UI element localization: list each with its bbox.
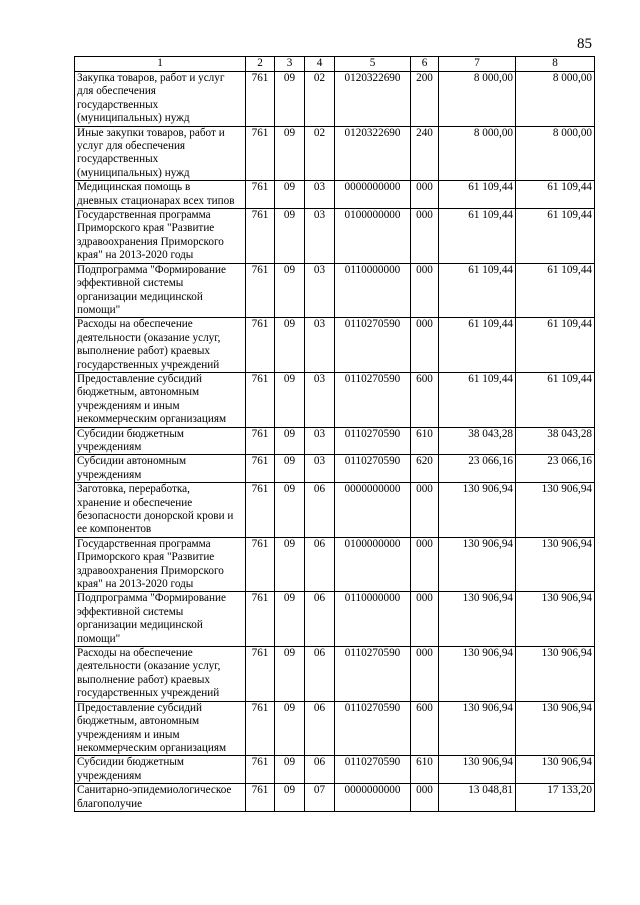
table-row: [75, 483, 595, 538]
code-cell: 09: [275, 784, 305, 812]
code-cell: 09: [275, 181, 305, 209]
row-label-text: Медицинская помощь в дневных стационарах всех типов: [77, 181, 235, 207]
code-cell: 000: [411, 181, 439, 209]
code-cell: 06: [305, 483, 335, 538]
amount-cell: 130 906,94: [516, 483, 595, 538]
amount-cell: 130 906,94: [439, 592, 516, 647]
code-cell: 761: [246, 126, 275, 181]
amount-cell: 61 109,44: [516, 372, 595, 427]
table-row: [75, 372, 595, 427]
row-label-text: Подпрограмма "Формирование эффективной системы организации медицинской помощи": [77, 263, 226, 316]
code-cell: 09: [275, 592, 305, 647]
table-row: [75, 318, 595, 373]
amount-cell: 61 109,44: [439, 209, 516, 264]
code-cell: 06: [305, 592, 335, 647]
amount-cell: 130 906,94: [516, 756, 595, 784]
row-label: [75, 592, 246, 647]
row-label-text: Предоставление субсидий бюджетным, автономным учреждениям и иным некоммерческим организациям: [77, 372, 227, 426]
code-cell: 610: [411, 756, 439, 784]
amount-cell: 38 043,28: [439, 427, 516, 455]
column-header: 1: [75, 57, 246, 72]
row-label-text: Расходы на обеспечение деятельности (оказание услуг, выполнение работ) краевых государственных учреждений: [77, 647, 221, 700]
row-label: [75, 537, 246, 592]
code-cell: 09: [275, 537, 305, 592]
code-cell: 000: [411, 483, 439, 538]
code-cell: 09: [275, 647, 305, 702]
column-header: 4: [305, 57, 335, 72]
table-row: [75, 209, 595, 264]
code-cell: 600: [411, 701, 439, 756]
row-label-text: Расходы на обеспечение деятельности (оказание услуг, выполнение работ) краевых государственных учреждений: [77, 318, 221, 371]
table-body: [75, 72, 595, 812]
amount-cell: 130 906,94: [439, 537, 516, 592]
code-cell: 03: [305, 181, 335, 209]
table-row: [75, 126, 595, 181]
code-cell: 620: [411, 455, 439, 483]
amount-cell: 61 109,44: [516, 181, 595, 209]
table-row: [75, 647, 595, 702]
code-cell: 03: [305, 263, 335, 318]
table-row: [75, 263, 595, 318]
code-cell: 240: [411, 126, 439, 181]
row-label-text: Государственная программа Приморского края "Развитие здравоохранения Приморского края" на 2013-2020 годы: [77, 537, 224, 591]
code-cell: 03: [305, 318, 335, 373]
code-cell: 761: [246, 181, 275, 209]
code-cell: 761: [246, 537, 275, 592]
code-cell: 0110270590: [335, 455, 411, 483]
code-cell: 0110270590: [335, 318, 411, 373]
code-cell: 000: [411, 592, 439, 647]
code-cell: 06: [305, 756, 335, 784]
amount-cell: 8 000,00: [439, 72, 516, 127]
code-cell: 0120322690: [335, 72, 411, 127]
column-header: 2: [246, 57, 275, 72]
row-label: [75, 209, 246, 264]
code-cell: 03: [305, 209, 335, 264]
code-cell: 761: [246, 318, 275, 373]
row-label-text: Заготовка, переработка, хранение и обеспечение безопасности донорской крови и ее компонентов: [77, 483, 234, 536]
row-label-text: Подпрограмма "Формирование эффективной системы организации медицинской помощи": [77, 592, 226, 645]
code-cell: 600: [411, 372, 439, 427]
code-cell: 03: [305, 455, 335, 483]
code-cell: 07: [305, 784, 335, 812]
code-cell: 03: [305, 427, 335, 455]
table-row: [75, 181, 595, 209]
row-label: [75, 372, 246, 427]
amount-cell: 61 109,44: [439, 263, 516, 318]
code-cell: 06: [305, 701, 335, 756]
row-label-text: Субсидии бюджетным учреждениям: [77, 427, 184, 453]
amount-cell: 13 048,81: [439, 784, 516, 812]
amount-cell: 130 906,94: [516, 592, 595, 647]
row-label-text: Субсидии бюджетным учреждениям: [77, 756, 184, 782]
code-cell: 09: [275, 126, 305, 181]
code-cell: 000: [411, 784, 439, 812]
amount-cell: 23 066,16: [439, 455, 516, 483]
code-cell: 000: [411, 647, 439, 702]
code-cell: 0000000000: [335, 181, 411, 209]
code-cell: 09: [275, 427, 305, 455]
table-row: [75, 537, 595, 592]
code-cell: 761: [246, 372, 275, 427]
amount-cell: 130 906,94: [439, 483, 516, 538]
code-cell: 761: [246, 647, 275, 702]
code-cell: 0000000000: [335, 784, 411, 812]
amount-cell: 130 906,94: [439, 647, 516, 702]
code-cell: 000: [411, 263, 439, 318]
amount-cell: 61 109,44: [439, 318, 516, 373]
table-row: [75, 427, 595, 455]
row-label-text: Государственная программа Приморского края "Развитие здравоохранения Приморского края" на 2013-2020 годы: [77, 209, 224, 262]
code-cell: 0120322690: [335, 126, 411, 181]
code-cell: 000: [411, 537, 439, 592]
table-row: [75, 784, 595, 812]
page-number: 85: [577, 36, 592, 52]
row-label-text: Иные закупки товаров, работ и услуг для обеспечения государственных (муниципальных) нужд: [77, 126, 225, 179]
code-cell: 0110000000: [335, 263, 411, 318]
amount-cell: 130 906,94: [439, 701, 516, 756]
code-cell: 09: [275, 318, 305, 373]
table-row: [75, 455, 595, 483]
code-cell: 06: [305, 537, 335, 592]
row-label: [75, 318, 246, 373]
code-cell: 09: [275, 483, 305, 538]
row-label: [75, 756, 246, 784]
code-cell: 09: [275, 756, 305, 784]
table-row: [75, 72, 595, 127]
code-cell: 761: [246, 592, 275, 647]
code-cell: 02: [305, 72, 335, 127]
amount-cell: 130 906,94: [516, 701, 595, 756]
code-cell: 09: [275, 209, 305, 264]
code-cell: 761: [246, 756, 275, 784]
code-cell: 09: [275, 263, 305, 318]
code-cell: 0110270590: [335, 756, 411, 784]
amount-cell: 130 906,94: [516, 647, 595, 702]
row-label-text: Субсидии автономным учреждениям: [77, 455, 187, 481]
code-cell: 761: [246, 427, 275, 455]
row-label-text: Санитарно-эпидемиологическое благополучие: [77, 784, 232, 810]
code-cell: 200: [411, 72, 439, 127]
amount-cell: 38 043,28: [516, 427, 595, 455]
code-cell: 0110270590: [335, 372, 411, 427]
code-cell: 0110270590: [335, 647, 411, 702]
row-label: [75, 647, 246, 702]
amount-cell: 8 000,00: [516, 126, 595, 181]
row-label: [75, 72, 246, 127]
code-cell: 09: [275, 372, 305, 427]
code-cell: 0000000000: [335, 483, 411, 538]
table-row: [75, 701, 595, 756]
code-cell: 761: [246, 209, 275, 264]
code-cell: 761: [246, 483, 275, 538]
row-label: [75, 784, 246, 812]
column-header: 8: [516, 57, 595, 72]
row-label: [75, 126, 246, 181]
code-cell: 000: [411, 318, 439, 373]
amount-cell: 61 109,44: [439, 181, 516, 209]
column-header: 7: [439, 57, 516, 72]
amount-cell: 61 109,44: [516, 209, 595, 264]
code-cell: 761: [246, 455, 275, 483]
code-cell: 761: [246, 72, 275, 127]
code-cell: 02: [305, 126, 335, 181]
header-row: [75, 57, 595, 72]
amount-cell: 130 906,94: [439, 756, 516, 784]
code-cell: 761: [246, 784, 275, 812]
amount-cell: 130 906,94: [516, 537, 595, 592]
row-label: [75, 263, 246, 318]
amount-cell: 23 066,16: [516, 455, 595, 483]
column-header: 3: [275, 57, 305, 72]
code-cell: 0100000000: [335, 537, 411, 592]
amount-cell: 61 109,44: [516, 318, 595, 373]
code-cell: 0100000000: [335, 209, 411, 264]
amount-cell: 8 000,00: [439, 126, 516, 181]
column-header: 5: [335, 57, 411, 72]
code-cell: 09: [275, 72, 305, 127]
code-cell: 09: [275, 701, 305, 756]
code-cell: 000: [411, 209, 439, 264]
code-cell: 0110270590: [335, 701, 411, 756]
code-cell: 0110270590: [335, 427, 411, 455]
row-label: [75, 181, 246, 209]
code-cell: 06: [305, 647, 335, 702]
table-row: [75, 592, 595, 647]
row-label: [75, 483, 246, 538]
row-label-text: Закупка товаров, работ и услуг для обеспечения государственных (муниципальных) нужд: [77, 72, 225, 125]
row-label: [75, 427, 246, 455]
code-cell: 761: [246, 701, 275, 756]
row-label: [75, 701, 246, 756]
row-label: [75, 455, 246, 483]
amount-cell: 61 109,44: [439, 372, 516, 427]
amount-cell: 17 133,20: [516, 784, 595, 812]
table-row: [75, 756, 595, 784]
code-cell: 03: [305, 372, 335, 427]
amount-cell: 8 000,00: [516, 72, 595, 127]
code-cell: 761: [246, 263, 275, 318]
amount-cell: 61 109,44: [516, 263, 595, 318]
code-cell: 09: [275, 455, 305, 483]
column-header: 6: [411, 57, 439, 72]
code-cell: 610: [411, 427, 439, 455]
budget-table: [74, 56, 595, 812]
row-label-text: Предоставление субсидий бюджетным, автономным учреждениям и иным некоммерческим организациям: [77, 701, 227, 754]
code-cell: 0110000000: [335, 592, 411, 647]
